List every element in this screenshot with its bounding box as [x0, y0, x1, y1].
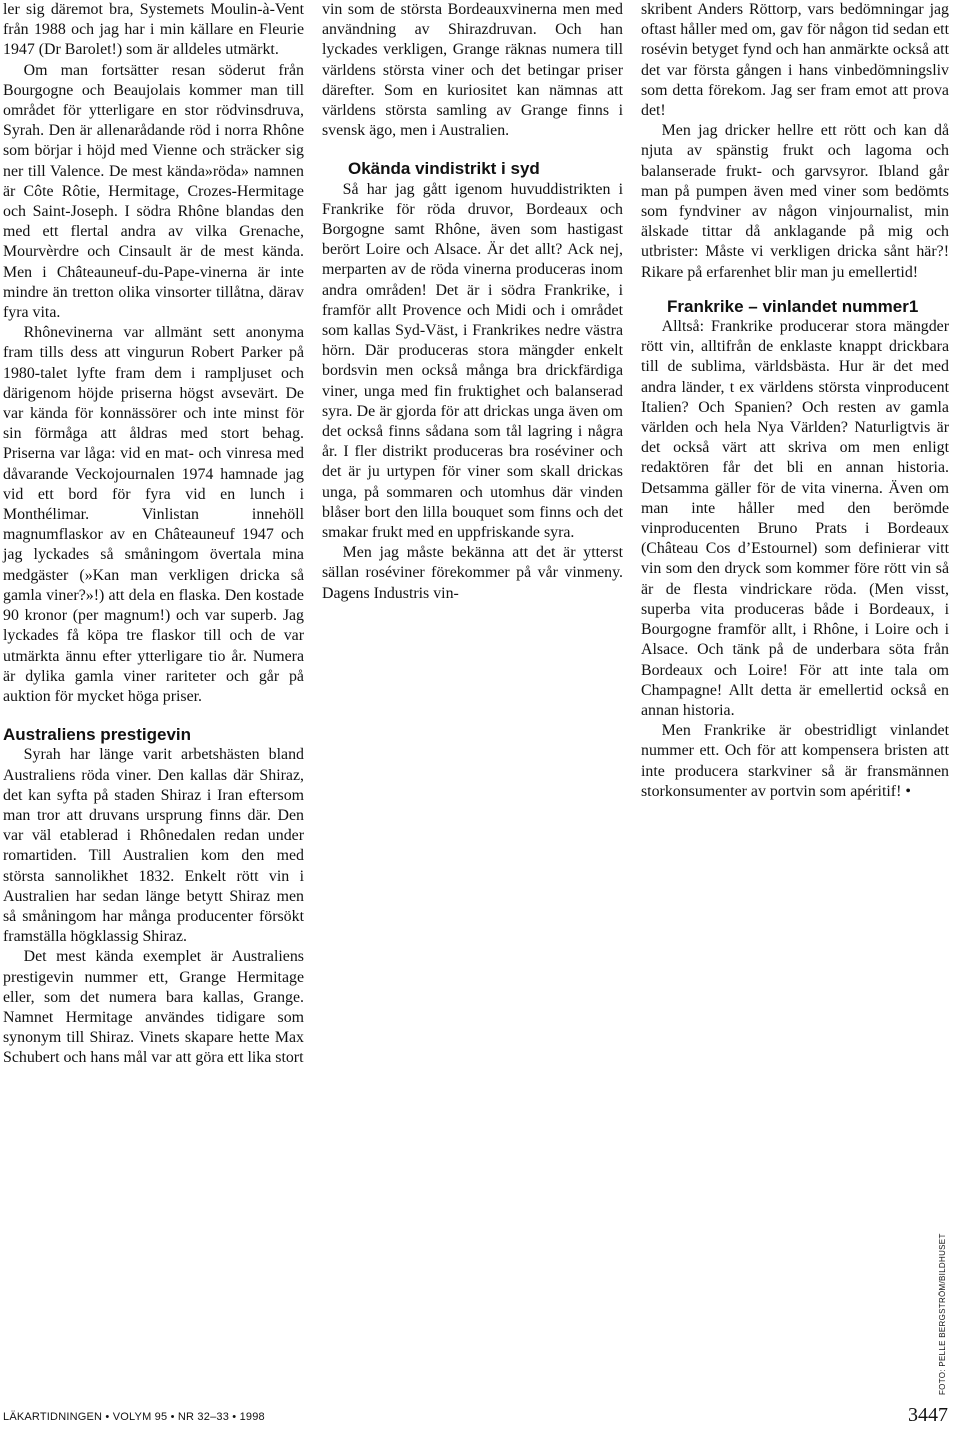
paragraph: Om man fortsätter resan söderut från Bourgogne och Beaujolais kommer man till området för ytterligare en stor rödvinsdruva, Syrah. Den är allenarådande röd i norra Rhône som börjar i höjd med Vienne och sträcker sig ner till Valence. De mest kända»röda» namnen är Côte Rôtie, Hermitage, Crozes-Hermitage och Saint-Joseph. I södra Rhône blandas den med ett flertal andra av vilka Grenache, Mourvèrdre och Cinsault är de mest kända. Men i Châteauneuf-du-Pape-vinerna är inte mindre än tretton olika vinsorter tillåtna, därav fyra vita. — [3, 61, 304, 322]
paragraph: Syrah har länge varit arbetshästen bland Australiens röda viner. Den kallas där Shiraz, det kan syfta på staden Shiraz i Iran eftersom man tror att druvans ursprung finns där. Den var väl etablerad i Rhônedalen redan under romartiden. Till Australien kom den med största sannolikhet 1832. Enkelt rött vin i Australien har sedan länge betytt Shiraz men så småningom har många producenter försökt framställa högklassig Shiraz. — [3, 746, 304, 946]
paragraph: skribent Anders Röttorp, vars bedömningar jag oftast håller med om, gav för någon tid sedan ett rosévin betyget fynd och han anmärkte också att det var första gången i hans vinbedömningsliv som detta förekom. Jag ser fram emot att prova det! — [641, 1, 950, 120]
paragraph: Men jag måste bekänna att det är ytterst sällan roséviner förekommer på vår vinmeny. Dagens Industris vin- — [322, 544, 623, 602]
section-heading: Frankrike – vinlandet nummer1 — [667, 296, 919, 316]
paragraph: ler sig däremot bra, Systemets Moulin-à-Vent från 1988 och jag har i min källare en Fleurie 1947 (Dr Barolet!) som är alldeles utmärkt. — [3, 1, 304, 59]
article-column-3 — [641, 0, 949, 802]
paragraph: Så har jag gått igenom huvuddistrikten i Frankrike för röda druvor, Bordeaux och Borgogne samt Rhône, även som hastigast berört Loire och Alsace. Är det allt? Ack nej, merparten av de röda vinerna produceras inom andra områden! Det är i södra Frankrike, i framför allt Provence och Midi och i området som kallas Syd-Väst, i Frankrikes nedre västra hörn. Där produceras stora mängder enkelt bordsvin men också många bra drickfärdiga viner, unga med fin fruktighet och balanserad syra. De är gjorda för att drickas unga även om det också finns sådana som tål lagring i några år. I fler distrikt produceras bra roséviner och det är ju urtypen för viner som skall drickas unga, på sommaren och utomhus där vinden blåser bort den lilla bouquet som finns och det smakar frukt med en uppfriskande syra. — [322, 180, 623, 542]
article-column-1 — [3, 0, 304, 1069]
paragraph: Men jag dricker hellre ett rött och kan då njuta av spänstig frukt och lagoma och balanserade frukt- och garvsyror. Ibland går man på pumpen även med viner som bedömts som fyndviner av någon vinjournalist, min älskade tittar då anklagande på mig och utbrister: Måste vi verkligen dricka sånt här?! Rikare på erfarenhet blir man ju emellertid! — [641, 122, 949, 281]
paragraph: Men Frankrike är obestridligt vinlandet nummer ett. Och för att kompensera bristen att inte producera starkviner så är fransmännen storkonsumenter av portvin som apéritif! • — [641, 722, 949, 800]
section-heading: Okända vindistrikt i syd — [348, 159, 540, 179]
paragraph: Alltså: Frankrike producerar stora mängder rött vin, alltifrån de enklaste knappt drickbara till de sublima, världsbästa. Hur är det med andra länder, t ex världens största vinproducent Italien? Och Spanien? Och resten av gamla världen och hela Nya Världen? Naturligtvis är det också värt att skriva om men enligt redaktören får det bli en annan historia. Detsamma gäller för de vita vinerna. Även om man inte håller med den berömde vinproducenten Bruno Prats i Bordeaux (Château Cos d’Estournel) som definierar vitt vin som den dryck som kommer före rött vin så är de flesta vindrickare röda. (Men visst, superba vita produceras både i Bordeaux, i Bourgogne framför allt, i Rhône, i Loire och i Alsace. Och tänk på de underbara söta från Bordeaux och Loire! För att inte tala om Champagne! Allt detta är emellertid också en annan historia. — [641, 318, 949, 719]
paragraph: Det mest kända exemplet är Australiens prestigevin nummer ett, Grange Hermitage eller, som det numera bara kallas, Grange. Namnet Hermitage användes tidigare som synonym till Shiraz. Vinets skapare hette Max Schubert och hans mål var att göra ett lika stort — [3, 948, 304, 1067]
paragraph: Rhônevinerna var allmänt sett anonyma fram tills dess att vingurun Robert Parker på 1980-talet lyfte fram dem i rampljuset och därigenom höjde priserna högst avsevärt. De var kända för konnässörer och inte minst för sin förmåga att åldras med stort behag. Priserna var låga: vid en mat- och vinresa med dåvarande Veckojournalen 1974 hamnade jag vid ett bord för fyra vid en lunch i Monthélimar. Vinlistan innehöll magnumflaskor av en Châteauneuf 1947 och jag lyckades så småningom övertala mina medgäster (»Kan man verkligen dricka så gamla viner?»!) att dela en flaska. Den kostade 90 kronor (per magnum!) och var superb. Jag lyckades få köpa tre flaskor till och de var utmärkta ännu efter ytterligare tio år. Numera är dylika gamla viner rariteter och går på auktion för mycket höga priser. — [3, 324, 304, 705]
paragraph: vin som de största Bordeauxvinerna men med användning av Shirazdruvan. Och han lyckades verkligen, Grange räknas numera till världens största viner och det betingar priser därefter. Som en kuriositet kan nämnas att världens största samling av Grange finns i svensk ägo, men i Australien. — [322, 1, 623, 140]
section-heading: Australiens prestigevin — [3, 725, 192, 745]
article-column-2 — [322, 0, 623, 604]
page-number: 3447 — [908, 1404, 948, 1426]
photo-credit: FOTO: PELLE BERGSTRÖM/BILDHUSET — [938, 1233, 947, 1395]
journal-footer: LÄKARTIDNINGEN • VOLYM 95 • NR 32–33 • 1998 — [3, 1411, 265, 1423]
